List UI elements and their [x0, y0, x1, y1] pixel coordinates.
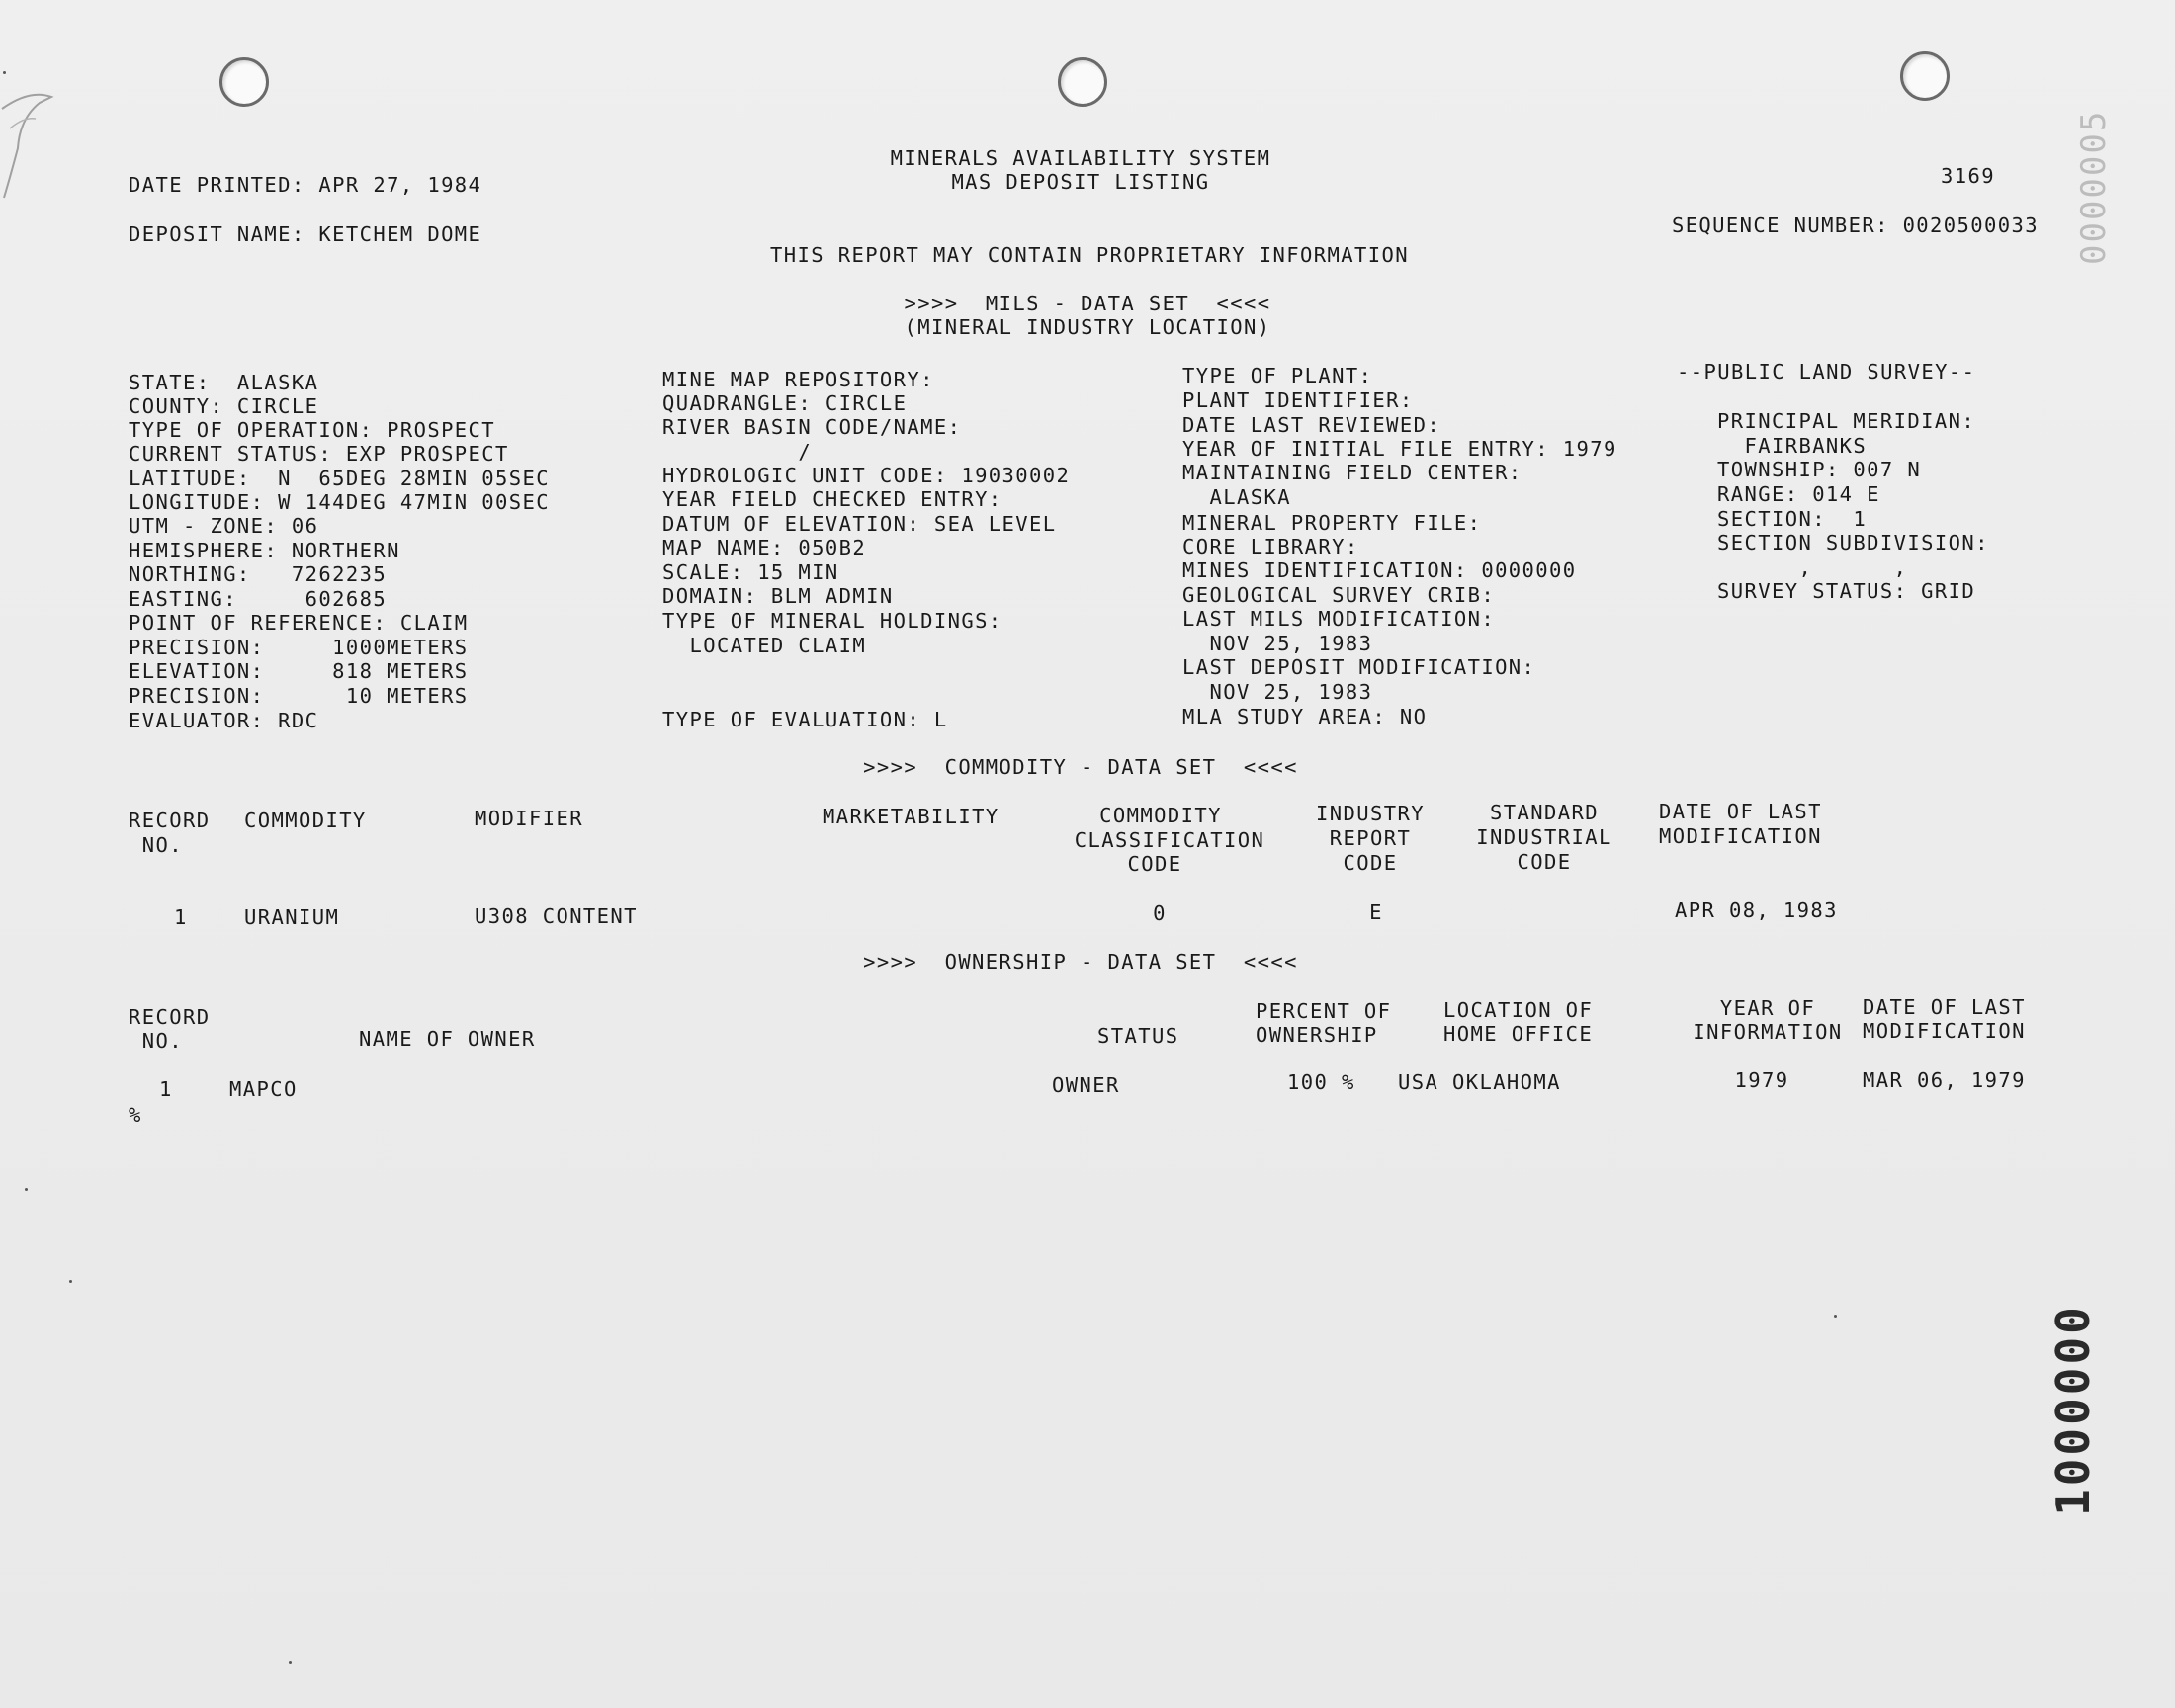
field-last-mils-modification: LAST MILS MODIFICATION:: [1182, 607, 1496, 631]
mils-heading: >>>> MILS - DATA SET <<<<: [904, 292, 1271, 315]
field-mines-identification: MINES IDENTIFICATION: 0000000: [1182, 558, 1577, 582]
paper-tear-mark: [0, 89, 59, 208]
page-number: 3169: [1941, 164, 1995, 188]
land-survey-heading: --PUBLIC LAND SURVEY--: [1677, 360, 1976, 384]
sequence-number: SEQUENCE NUMBER: 0020500033: [1671, 214, 2039, 237]
ownership-footnote: %: [129, 1103, 142, 1127]
cell-classification: 0: [1153, 901, 1167, 925]
field-section-subdivision-value: , ,: [1717, 555, 1908, 579]
field-scale: SCALE: 15 MIN: [662, 560, 839, 584]
field-latitude: LATITUDE: N 65DEG 28MIN 05SEC: [129, 467, 551, 490]
field-elevation: ELEVATION: 818 METERS: [129, 659, 469, 683]
field-utm-zone: UTM - ZONE: 06: [129, 514, 319, 538]
speck: [25, 1188, 28, 1191]
col-header-location: LOCATION OF: [1443, 998, 1594, 1022]
field-hydrologic-unit: HYDROLOGIC UNIT CODE: 19030002: [662, 464, 1071, 487]
col-header-industry-2: REPORT: [1329, 826, 1412, 850]
field-date-last-reviewed: DATE LAST REVIEWED:: [1182, 413, 1441, 437]
field-map-name: MAP NAME: 050B2: [662, 536, 867, 559]
col-header-date-2: MODIFICATION: [1659, 824, 1822, 848]
field-last-deposit-modification-value: NOV 25, 1983: [1182, 680, 1373, 704]
cell-commodity: URANIUM: [244, 905, 340, 929]
listing-title: MAS DEPOSIT LISTING: [951, 170, 1210, 194]
field-quadrangle: QUADRANGLE: CIRCLE: [662, 391, 908, 415]
col-header-date-2: MODIFICATION: [1863, 1019, 2026, 1043]
col-header-modifier: MODIFIER: [475, 807, 583, 830]
field-core-library: CORE LIBRARY:: [1182, 535, 1359, 558]
date-printed: DATE PRINTED: APR 27, 1984: [129, 173, 482, 197]
col-header-classification-3: CODE: [1127, 852, 1182, 876]
cell-year: 1979: [1734, 1068, 1789, 1092]
field-year-field-checked: YEAR FIELD CHECKED ENTRY:: [662, 487, 1002, 511]
speck: [289, 1661, 292, 1664]
cell-record: 1: [159, 1077, 173, 1101]
cell-status: OWNER: [1052, 1073, 1120, 1097]
field-county: COUNTY: CIRCLE: [129, 394, 319, 418]
col-header-classification: COMMODITY: [1099, 804, 1222, 827]
mils-subheading: (MINERAL INDUSTRY LOCATION): [904, 315, 1271, 339]
col-header-marketability: MARKETABILITY: [823, 805, 1000, 828]
field-river-basin-value: /: [662, 440, 813, 464]
cell-owner-name: MAPCO: [229, 1077, 298, 1101]
col-header-sic-2: INDUSTRIAL: [1476, 825, 1612, 849]
cell-record: 1: [174, 905, 188, 929]
field-mla-study-area: MLA STUDY AREA: NO: [1182, 705, 1428, 728]
col-header-owner-name: NAME OF OWNER: [359, 1027, 536, 1051]
speck: [3, 71, 6, 74]
field-survey-status: SURVEY STATUS: GRID: [1717, 579, 1976, 603]
field-datum-of-elevation: DATUM OF ELEVATION: SEA LEVEL: [662, 512, 1057, 536]
col-header-date: DATE OF LAST: [1863, 995, 2026, 1019]
field-initial-file-entry: YEAR OF INITIAL FILE ENTRY: 1979: [1182, 437, 1617, 461]
field-maintaining-center: MAINTAINING FIELD CENTER:: [1182, 461, 1522, 484]
col-header-industry: INDUSTRY: [1316, 802, 1425, 825]
page-stamp-top: 0000005: [2074, 109, 2114, 265]
field-principal-meridian-value: FAIRBANKS: [1717, 434, 1868, 458]
field-mine-map-repository: MINE MAP REPOSITORY:: [662, 368, 934, 391]
field-evaluator: EVALUATOR: RDC: [129, 709, 319, 732]
cell-percent: 100 %: [1287, 1070, 1355, 1094]
field-elevation-precision: PRECISION: 10 METERS: [129, 684, 469, 708]
field-mineral-holdings: TYPE OF MINERAL HOLDINGS:: [662, 609, 1002, 633]
cell-modifier: U308 CONTENT: [475, 904, 638, 928]
field-current-status: CURRENT STATUS: EXP PROSPECT: [129, 442, 509, 466]
field-northing: NORTHING: 7262235: [129, 562, 388, 586]
field-maintaining-center-value: ALASKA: [1182, 485, 1291, 509]
field-point-of-reference: POINT OF REFERENCE: CLAIM: [129, 611, 469, 635]
deposit-name: DEPOSIT NAME: KETCHEM DOME: [129, 222, 482, 246]
col-header-status: STATUS: [1097, 1024, 1179, 1048]
field-section: SECTION: 1: [1717, 507, 1868, 531]
punch-hole-center: [1058, 57, 1107, 107]
cell-industry: E: [1369, 900, 1383, 924]
field-easting: EASTING: 602685: [129, 587, 388, 611]
field-precision: PRECISION: 1000METERS: [129, 636, 469, 659]
field-geological-survey-crib: GEOLOGICAL SURVEY CRIB:: [1182, 583, 1496, 607]
col-header-percent-2: OWNERSHIP: [1256, 1023, 1378, 1047]
system-title: MINERALS AVAILABILITY SYSTEM: [890, 146, 1271, 170]
field-section-subdivision: SECTION SUBDIVISION:: [1717, 531, 1989, 555]
field-operation-type: TYPE OF OPERATION: PROSPECT: [129, 418, 496, 442]
col-header-record: RECORD: [129, 1005, 211, 1029]
col-header-record-no: NO.: [129, 1029, 183, 1053]
field-type-of-evaluation: TYPE OF EVALUATION: L: [662, 708, 948, 731]
field-type-of-plant: TYPE OF PLANT:: [1182, 364, 1373, 387]
speck: [1834, 1315, 1837, 1318]
col-header-date: DATE OF LAST: [1659, 800, 1822, 823]
cell-date: APR 08, 1983: [1675, 898, 1838, 922]
field-last-mils-modification-value: NOV 25, 1983: [1182, 632, 1373, 655]
field-last-deposit-modification: LAST DEPOSIT MODIFICATION:: [1182, 655, 1536, 679]
cell-date: MAR 06, 1979: [1863, 1068, 2026, 1092]
field-mineral-property-file: MINERAL PROPERTY FILE:: [1182, 511, 1482, 535]
col-header-sic-3: CODE: [1517, 850, 1572, 874]
punch-hole-right: [1900, 51, 1950, 101]
col-header-year-2: INFORMATION: [1693, 1020, 1843, 1044]
ownership-heading: >>>> OWNERSHIP - DATA SET <<<<: [863, 950, 1298, 974]
page-stamp-bottom: 1000000: [2046, 1304, 2100, 1516]
commodity-heading: >>>> COMMODITY - DATA SET <<<<: [863, 755, 1298, 779]
cell-location: USA OKLAHOMA: [1398, 1070, 1561, 1094]
field-longitude: LONGITUDE: W 144DEG 47MIN 00SEC: [129, 490, 551, 514]
col-header-industry-3: CODE: [1343, 851, 1398, 875]
field-domain: DOMAIN: BLM ADMIN: [662, 584, 894, 608]
speck: [69, 1280, 72, 1283]
field-state: STATE: ALASKA: [129, 371, 319, 394]
field-mineral-holdings-value: LOCATED CLAIM: [662, 634, 867, 657]
punch-hole-left: [219, 57, 269, 107]
col-header-sic: STANDARD: [1490, 801, 1599, 824]
col-header-year: YEAR OF: [1719, 996, 1816, 1020]
proprietary-notice: THIS REPORT MAY CONTAIN PROPRIETARY INFORMATION: [770, 243, 1409, 267]
field-principal-meridian: PRINCIPAL MERIDIAN:: [1717, 409, 1976, 433]
field-plant-identifier: PLANT IDENTIFIER:: [1182, 388, 1414, 412]
field-hemisphere: HEMISPHERE: NORTHERN: [129, 539, 400, 562]
col-header-record: RECORD: [129, 809, 211, 832]
col-header-commodity: COMMODITY: [244, 809, 367, 832]
field-township: TOWNSHIP: 007 N: [1717, 458, 1922, 481]
field-range: RANGE: 014 E: [1717, 482, 1880, 506]
col-header-location-2: HOME OFFICE: [1443, 1022, 1594, 1046]
col-header-record-no: NO.: [129, 833, 183, 857]
col-header-classification-2: CLASSIFICATION: [1074, 828, 1265, 852]
col-header-percent: PERCENT OF: [1256, 999, 1392, 1023]
field-river-basin: RIVER BASIN CODE/NAME:: [662, 415, 962, 439]
